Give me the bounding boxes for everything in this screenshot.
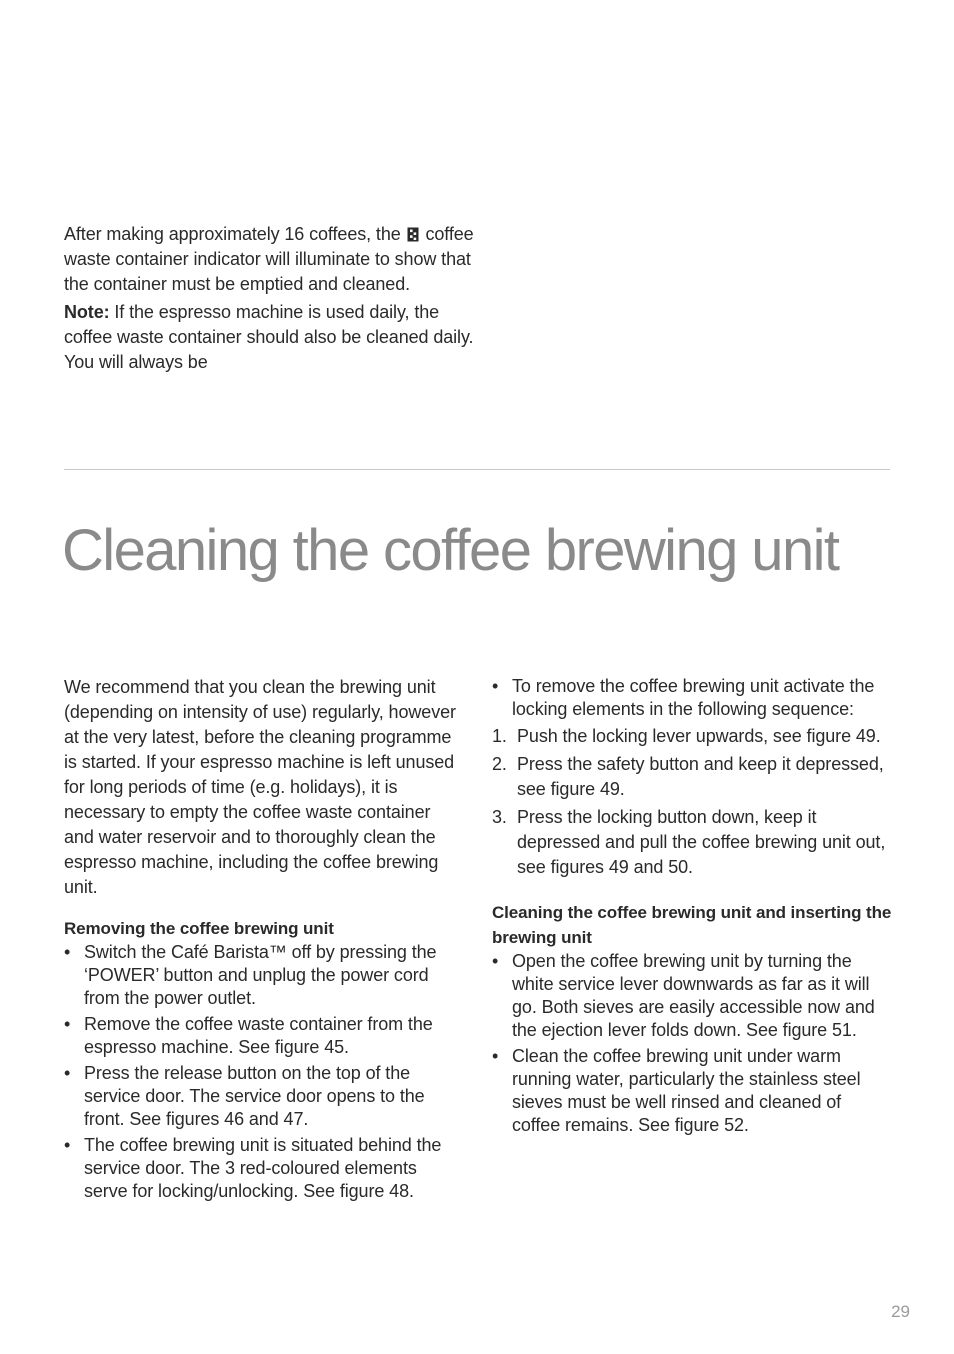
intro-text-before-icon: After making approximately 16 coffees, the <box>64 224 406 244</box>
note-label: Note: <box>64 302 110 322</box>
list-item: • The coffee brewing unit is situated behind the service door. The 3 red-coloured elements serve for locking/unlocking. See figure 48. <box>64 1134 464 1203</box>
step-number: 2. <box>492 754 507 774</box>
page-number: 29 <box>891 1302 910 1321</box>
left-column <box>64 675 464 1203</box>
locking-bullet-list <box>492 675 892 721</box>
cleaning-bullet-list <box>492 950 892 1137</box>
intro-text-after-icon: coffee waste container indicator will illuminate to show that the container must be emptied and cleaned. <box>64 224 474 294</box>
step-item <box>492 724 892 749</box>
cleaning-subhead: Cleaning the coffee brewing unit and inserting the brewing unit <box>492 903 892 947</box>
note-text: If the espresso machine is used daily, the coffee waste container should also be cleaned daily. You will always be <box>64 302 474 372</box>
step-text: Press the locking button down, keep it depressed and pull the coffee brewing unit out, see figures 49 and 50. <box>517 807 886 877</box>
step-item <box>492 805 892 880</box>
list-item: • Remove the coffee waste container from the espresso machine. See figure 45. <box>64 1013 464 1059</box>
section-divider <box>64 469 890 470</box>
locking-steps-list <box>492 724 892 880</box>
step-number: 3. <box>492 807 507 827</box>
brewing-unit-intro: We recommend that you clean the brewing unit (depending on intensity of use) regularly, however at the very latest, before the cleaning programme is started. If your espresso machine is left unused for long periods of time (e.g. holidays), it is necessary to empty the coffee waste container and water reservoir and to thoroughly clean the espresso machine, including the coffee brewing unit. <box>64 677 456 897</box>
list-item: • Open the coffee brewing unit by turning the white service lever downwards as far as it will go. Both sieves are easily accessible now and the ejection lever folds down. See figure 51. <box>492 950 892 1042</box>
step-item <box>492 752 892 802</box>
intro-section <box>64 222 474 375</box>
page-title: Cleaning the coffee brewing unit <box>62 518 839 583</box>
removing-bullet-list <box>64 941 464 1203</box>
list-item: • Press the release button on the top of the service door. The service door opens to the front. See figures 46 and 47. <box>64 1062 464 1131</box>
list-item: • To remove the coffee brewing unit activate the locking elements in the following sequence: <box>492 675 892 721</box>
right-column <box>492 675 892 1137</box>
list-item: • Switch the Café Barista™ off by pressing the ‘POWER’ button and unplug the power cord from the power outlet. <box>64 941 464 1010</box>
note-paragraph <box>64 300 474 375</box>
step-text: Press the safety button and keep it depressed, see figure 49. <box>517 754 884 799</box>
list-item: • Clean the coffee brewing unit under warm running water, particularly the stainless steel sieves must be well rinsed and cleaned of coffee remains. See figure 52. <box>492 1045 892 1137</box>
intro-paragraph <box>64 222 474 297</box>
coffee-waste-container-icon <box>407 227 419 242</box>
removing-subhead: Removing the coffee brewing unit <box>64 919 334 938</box>
step-number: 1. <box>492 726 507 746</box>
step-text: Push the locking lever upwards, see figure 49. <box>517 726 881 746</box>
